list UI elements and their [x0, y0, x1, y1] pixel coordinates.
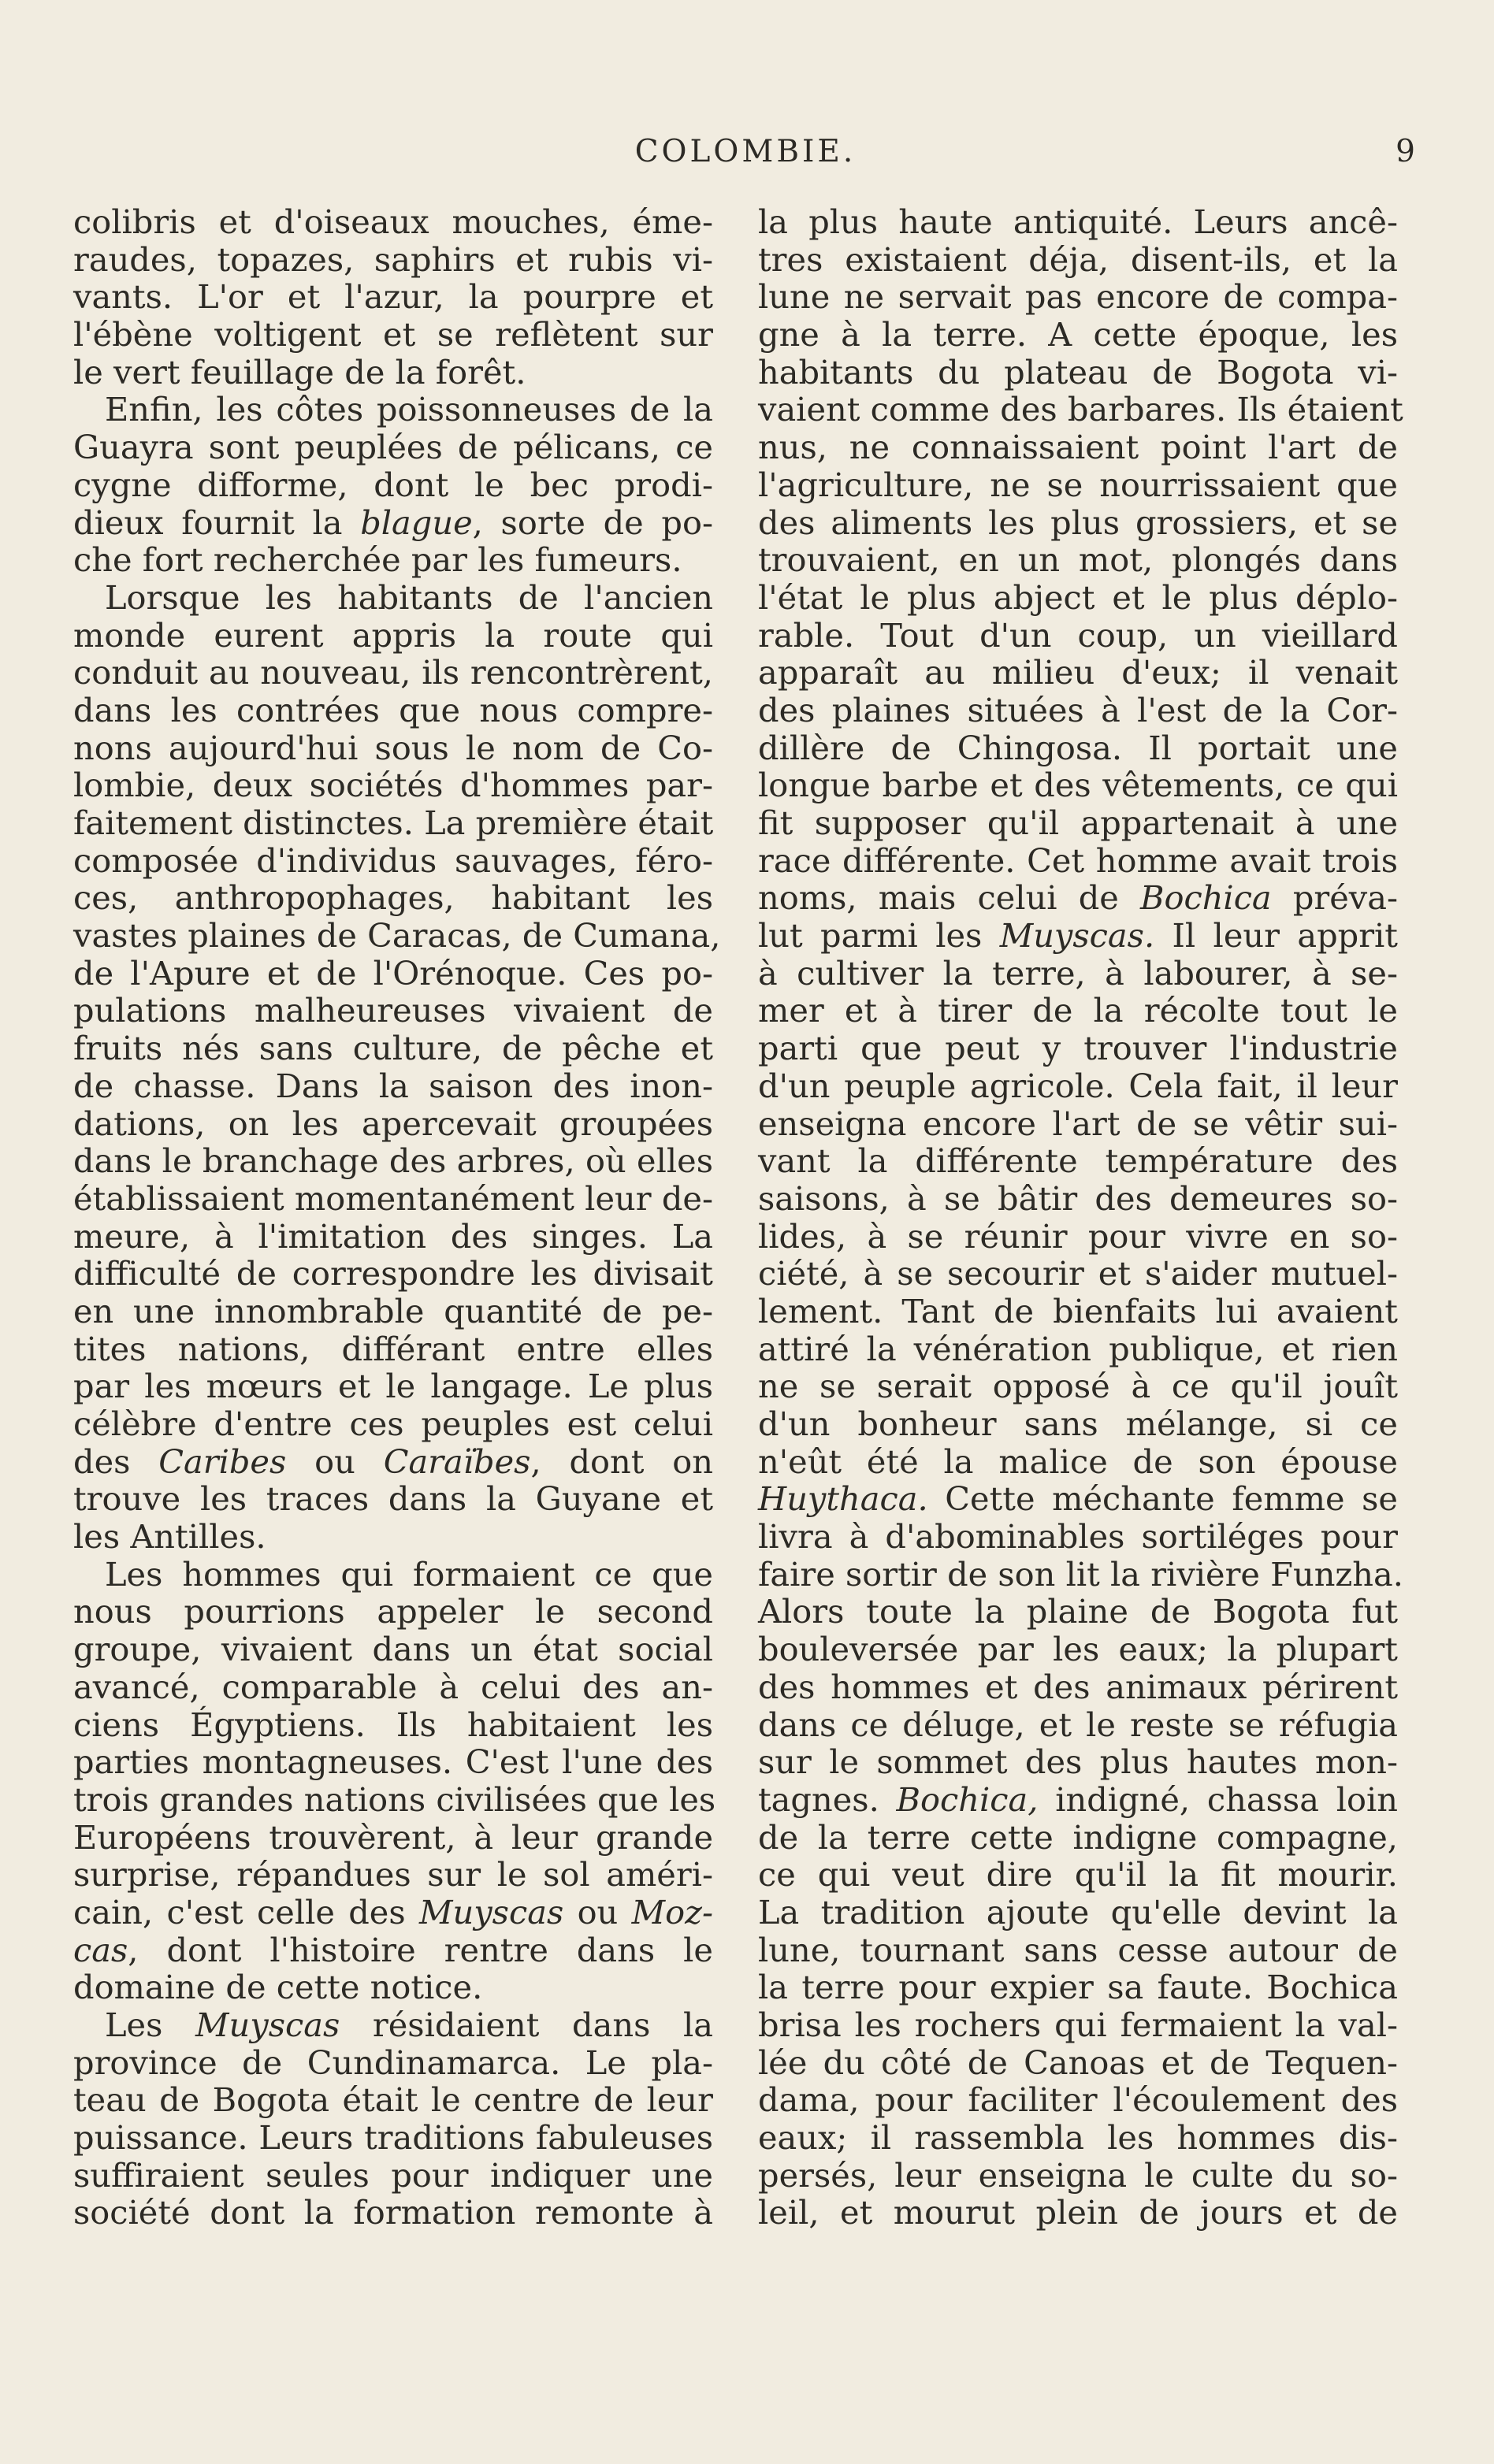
- text-line: eaux; il rassembla les hommes dis-: [758, 2118, 1398, 2158]
- text-line: lune, tournant sans cesse autour de: [758, 1930, 1398, 1969]
- text-line: ne se serait opposé à ce qu'il jouît: [758, 1367, 1398, 1406]
- text-line: colibris et d'oiseaux mouches, éme-: [73, 202, 713, 241]
- text-line: de la terre cette indigne compagne,: [758, 1817, 1398, 1857]
- text-line: dans ce déluge, et le reste se réfugia: [758, 1705, 1398, 1744]
- text-line: ciens Égyptiens. Ils habitaient les: [73, 1705, 713, 1744]
- text-line: parti que peut y trouver l'industrie: [758, 1029, 1398, 1068]
- text-line: [758, 879, 1398, 917]
- text-line: composée d'individus sauvages, féro-: [73, 841, 713, 880]
- text-line: vants. L'or et l'azur, la pourpre et: [73, 277, 713, 317]
- text-line: ces, anthropophages, habitant les: [73, 878, 713, 918]
- italic-term: Moz-: [631, 1892, 713, 1931]
- text-line: brisa les rochers qui fermaient la val-: [758, 2006, 1398, 2044]
- text-line: [73, 1931, 713, 1969]
- text-line: lune ne servait pas encore de compa-: [758, 277, 1398, 317]
- text-line: mer et à tirer de la récolte tout le: [758, 991, 1398, 1030]
- left-column: [73, 202, 721, 2232]
- text-line: Lorsque les habitants de l'ancien: [105, 577, 713, 617]
- text-line: parties montagneuses. C'est l'une des: [73, 1742, 713, 1782]
- italic-term: Huythaca.: [758, 1479, 928, 1519]
- text-line: de chasse. Dans la saison des inon-: [73, 1066, 713, 1105]
- text-line: [758, 1480, 1398, 1518]
- text-line: gne à la terre. A cette époque, les: [758, 315, 1398, 354]
- text-line: à cultiver la terre, à labourer, à se-: [758, 953, 1398, 993]
- text-line: dations, on les apercevait groupées: [73, 1104, 713, 1143]
- text-line: l'agriculture, ne se nourrissaient que: [758, 465, 1398, 504]
- text-line: La tradition ajoute qu'elle devint la: [758, 1892, 1398, 1931]
- text-line: Guayra sont peuplées de pélicans, ce: [73, 428, 713, 467]
- italic-term: Caraïbes: [383, 1442, 531, 1481]
- text-line: faitement distinctes. La première était: [73, 803, 714, 842]
- text-segment: préva-: [1271, 878, 1398, 918]
- text-line: race différente. Cet homme avait trois: [758, 841, 1398, 880]
- text-line: vastes plaines de Caracas, de Cumana,: [73, 916, 721, 956]
- text-line: célèbre d'entre ces peuples est celui: [73, 1405, 713, 1443]
- italic-term: Muyscas.: [999, 916, 1155, 956]
- text-line: conduit au nouveau, ils rencontrèrent,: [73, 653, 713, 692]
- text-line: livra à d'abominables sortiléges pour: [758, 1517, 1398, 1557]
- text-line: trouve les traces dans la Guyane et: [73, 1479, 713, 1519]
- text-line: meure, à l'imitation des singes. La: [73, 1216, 713, 1256]
- text-segment: indigné, chassa loin: [1038, 1779, 1398, 1819]
- text-line: [73, 504, 713, 542]
- text-line: Les hommes qui formaient ce que: [105, 1554, 713, 1594]
- text-line: raudes, topazes, saphirs et rubis vi-: [73, 239, 713, 279]
- text-line: société dont la formation remonte à: [73, 2193, 713, 2232]
- text-line: Alors toute la plaine de Bogota fut: [758, 1592, 1398, 1631]
- text-segment: résidaient dans la: [340, 2006, 714, 2044]
- text-segment: Il leur apprit: [1154, 916, 1398, 956]
- text-line: de l'Apure et de l'Orénoque. Ces po-: [73, 953, 713, 993]
- text-line: nus, ne connaissaient point l'art de: [758, 428, 1398, 467]
- text-line: la terre pour expier sa faute. Bochica: [758, 1968, 1398, 2007]
- text-line: puissance. Leurs traditions fabuleuses: [73, 2118, 713, 2158]
- text-line: [758, 1781, 1398, 1819]
- text-segment: Cette méchante femme se: [927, 1479, 1398, 1519]
- italic-term: Bochica,: [896, 1779, 1039, 1819]
- text-line: d'un bonheur sans mélange, si ce: [758, 1405, 1398, 1443]
- right-column: [758, 202, 1403, 2232]
- italic-term: blague: [360, 503, 473, 542]
- text-line: l'état le plus abject et le plus déplo-: [758, 577, 1398, 617]
- text-line: lement. Tant de bienfaits lui avaient: [758, 1291, 1398, 1330]
- text-segment: dieux fournit la: [73, 503, 361, 542]
- text-line: avancé, comparable à celui des an-: [73, 1667, 713, 1706]
- text-line: leil, et mourut plein de jours et de: [758, 2193, 1398, 2232]
- text-line: des plaines situées à l'est de la Cor-: [758, 690, 1398, 729]
- text-line: suffiraient seules pour indiquer une: [73, 2155, 713, 2195]
- text-line: habitants du plateau de Bogota vi-: [758, 352, 1398, 391]
- text-line: trois grandes nations civilisées que les: [73, 1779, 716, 1819]
- text-line: saisons, à se bâtir des demeures so-: [758, 1178, 1398, 1218]
- text-segment: , dont on: [530, 1442, 713, 1481]
- text-line: vaient comme des barbares. Ils étaient: [758, 390, 1403, 429]
- text-line: longue barbe et des vêtements, ce qui: [758, 766, 1398, 805]
- text-line: des hommes et des animaux périrent: [758, 1667, 1398, 1706]
- text-line: domaine de cette notice.: [73, 1968, 483, 2007]
- text-segment: ou: [563, 1892, 632, 1931]
- text-line: lombie, deux sociétés d'hommes par-: [73, 766, 713, 805]
- italic-term: cas: [73, 1930, 128, 1969]
- text-line: difficulté de correspondre les divisait: [73, 1254, 713, 1293]
- text-segment: cain, c'est celle des: [73, 1892, 419, 1931]
- text-line: vant la différente température des: [758, 1141, 1398, 1181]
- page-header: [76, 134, 1415, 181]
- text-line: [758, 917, 1398, 955]
- text-line: la plus haute antiquité. Leurs ancê-: [758, 202, 1398, 241]
- text-line: [73, 1443, 713, 1481]
- text-segment: , dont l'histoire rentre dans le: [128, 1930, 713, 1969]
- text-line: [73, 1894, 713, 1931]
- text-line: l'ébène voltigent et se reflètent sur: [73, 315, 713, 354]
- text-line: Européens trouvèrent, à leur grande: [73, 1817, 713, 1857]
- text-segment: des: [73, 1442, 159, 1481]
- text-line: bouleversée par les eaux; la plupart: [758, 1630, 1398, 1669]
- text-line: établissaient momentanément leur de-: [73, 1178, 713, 1218]
- text-line: persés, leur enseigna le culte du so-: [758, 2155, 1398, 2195]
- text-line: tites nations, différant entre elles: [73, 1329, 713, 1368]
- text-line: pulations malheureuses vivaient de: [73, 991, 713, 1030]
- text-line: tres existaient déja, disent-ils, et la: [758, 239, 1398, 279]
- text-line: les Antilles.: [73, 1517, 266, 1557]
- text-segment: noms, mais celui de: [758, 878, 1140, 918]
- page-number: 9: [1396, 134, 1415, 169]
- text-line: che fort recherchée par les fumeurs.: [73, 540, 682, 580]
- text-line: cygne difforme, dont le bec prodi-: [73, 465, 713, 504]
- text-line: monde eurent appris la route qui: [73, 615, 713, 655]
- text-segment: Les: [105, 2006, 196, 2044]
- italic-term: Muyscas: [195, 2006, 340, 2044]
- text-line: Enfin, les côtes poissonneuses de la: [105, 390, 713, 429]
- text-line: dama, pour faciliter l'écoulement des: [758, 2080, 1398, 2120]
- text-line: dillère de Chingosa. Il portait une: [758, 728, 1398, 767]
- text-line: province de Cundinamarca. Le pla-: [73, 2043, 713, 2082]
- italic-term: Muyscas: [419, 1892, 564, 1931]
- text-line: par les mœurs et le langage. Le plus: [73, 1367, 713, 1406]
- text-line: surprise, répandues sur le sol améri-: [73, 1855, 713, 1894]
- text-segment: , sorte de po-: [472, 503, 713, 542]
- text-line: rable. Tout d'un coup, un vieillard: [758, 615, 1398, 655]
- text-line: en une innombrable quantité de pe-: [73, 1291, 713, 1330]
- text-line: ciété, à se secourir et s'aider mutuel-: [758, 1254, 1398, 1293]
- text-line: groupe, vivaient dans un état social: [73, 1630, 713, 1669]
- text-line: attiré la vénération publique, et rien: [758, 1329, 1398, 1368]
- text-line: lée du côté de Canoas et de Tequen-: [758, 2043, 1398, 2082]
- text-segment: ou: [286, 1442, 384, 1481]
- text-line: d'un peuple agricole. Cela fait, il leur: [758, 1066, 1398, 1105]
- text-line: dans le branchage des arbres, où elles: [73, 1141, 713, 1181]
- text-line: enseigna encore l'art de se vêtir sui-: [758, 1104, 1398, 1143]
- text-line: nons aujourd'hui sous le nom de Co-: [73, 728, 713, 767]
- text-line: lides, à se réunir pour vivre en so-: [758, 1216, 1398, 1256]
- text-line: fit supposer qu'il appartenait à une: [758, 803, 1398, 842]
- text-line: des aliments les plus grossiers, et se: [758, 503, 1398, 542]
- text-line: faire sortir de son lit la rivière Funzha.: [758, 1554, 1403, 1594]
- text-line: ce qui veut dire qu'il la fit mourir.: [758, 1855, 1398, 1894]
- text-line: le vert feuillage de la forêt.: [73, 352, 526, 391]
- text-segment: lut parmi les: [758, 916, 1000, 956]
- text-line: teau de Bogota était le centre de leur: [73, 2080, 713, 2120]
- text-line: sur le sommet des plus hautes mon-: [758, 1742, 1398, 1782]
- text-line: apparaît au milieu d'eux; il venait: [758, 653, 1398, 692]
- text-line: nous pourrions appeler le second: [73, 1592, 713, 1631]
- text-segment: tagnes.: [758, 1779, 897, 1819]
- text-line: trouvaient, en un mot, plongés dans: [758, 540, 1398, 580]
- italic-term: Caribes: [158, 1442, 287, 1481]
- text-line: n'eût été la malice de son épouse: [758, 1442, 1398, 1481]
- text-line: [73, 2006, 713, 2044]
- text-line: fruits nés sans culture, de pêche et: [73, 1029, 713, 1068]
- italic-term: Bochica: [1139, 878, 1272, 918]
- text-line: dans les contrées que nous compre-: [73, 690, 713, 729]
- running-title: COLOMBIE.: [634, 134, 857, 169]
